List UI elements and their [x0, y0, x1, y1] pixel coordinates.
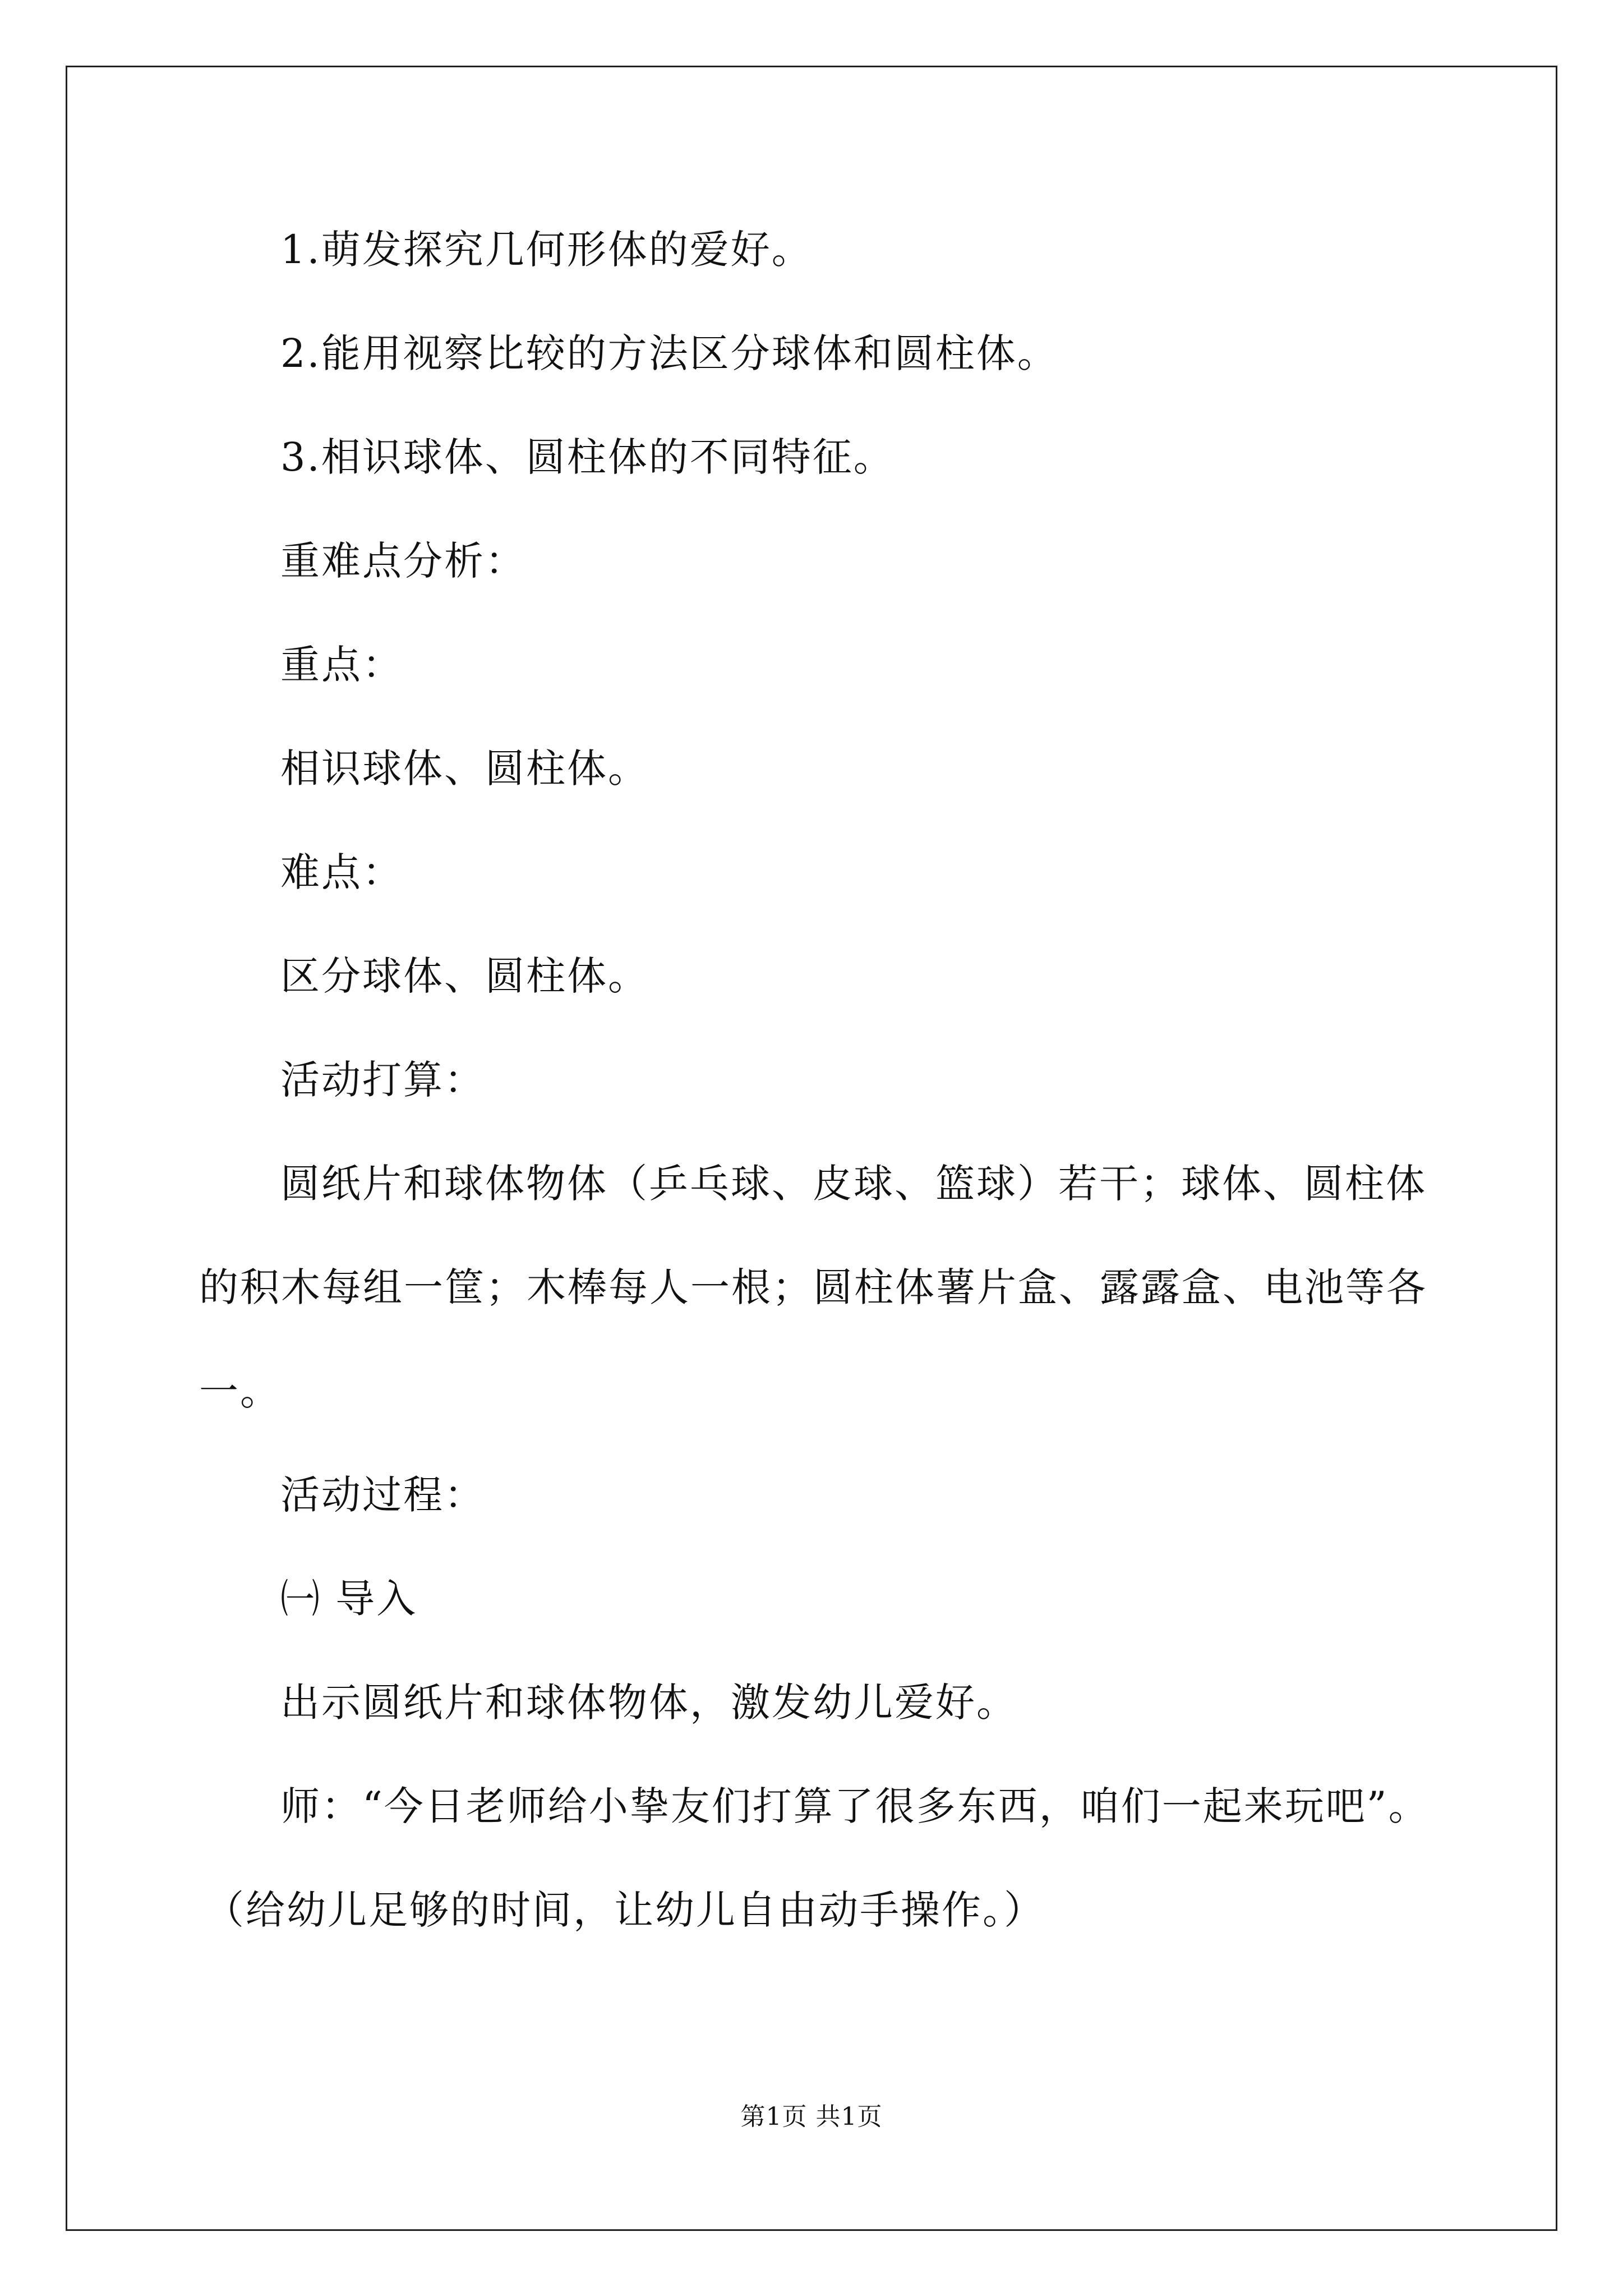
text-line: （给幼儿足够的时间，让幼儿自由动手操作。） [205, 1887, 1045, 1933]
text-line: 重点： [280, 642, 403, 688]
text-line: 活动打算： [280, 1057, 485, 1103]
text-line: 2.能用视察比较的方法区分球体和圆柱体。 [280, 330, 1058, 376]
text-line: 的积木每组一筐；木棒每人一根；圆柱体薯片盒、露露盒、电池等各 [199, 1264, 1427, 1310]
text-line: 相识球体、圆柱体。 [280, 746, 649, 792]
text-line: 活动过程： [280, 1472, 485, 1518]
text-line: ㈠ 导入 [280, 1576, 418, 1622]
text-line: 区分球体、圆柱体。 [280, 953, 649, 999]
text-line: 一。 [199, 1368, 281, 1414]
text-line: 3.相识球体、圆柱体的不同特征。 [280, 434, 895, 480]
text-line: 圆纸片和球体物体（乒乓球、皮球、篮球）若干；球体、圆柱体 [280, 1161, 1427, 1207]
text-line: 重难点分析： [280, 538, 526, 584]
text-line: 难点： [280, 849, 403, 895]
text-line: 出示圆纸片和球体物体，激发幼儿爱好。 [280, 1680, 1017, 1726]
text-line: 师：“今日老师给小挚友们打算了很多东西，咱们一起来玩吧”。 [280, 1783, 1430, 1829]
text-line: 1.萌发探究几何形体的爱好。 [280, 227, 813, 273]
page-footer: 第1页 共1页 [740, 2102, 883, 2131]
